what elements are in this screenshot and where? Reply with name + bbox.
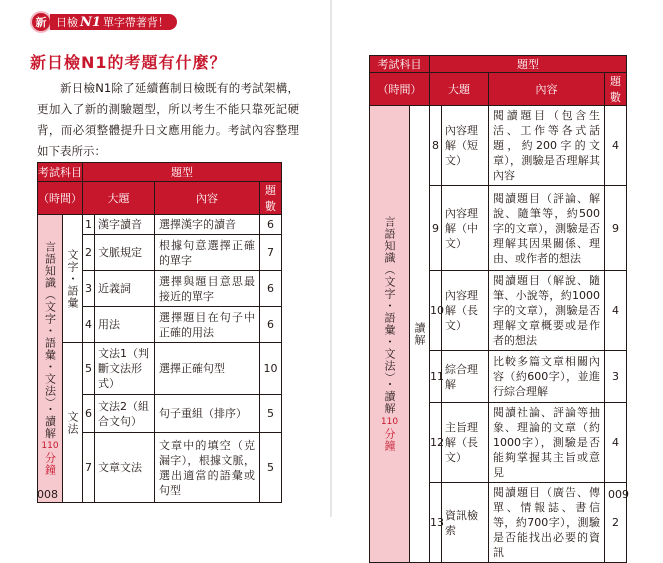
header-label-pre: 日檢 (56, 16, 78, 29)
row-item: 文脈規定 (95, 235, 155, 271)
row-item: 內容理解（中文） (442, 186, 489, 271)
row-item: 文法1（判斷文法形式） (95, 343, 155, 395)
header-strip (50, 14, 177, 30)
row-count: 4 (605, 106, 627, 186)
major-item-header: 大題 (83, 182, 155, 215)
content-header: 內容 (489, 73, 605, 106)
subject-header: 考試科目 (370, 56, 430, 73)
book-header (30, 10, 177, 34)
row-item: 文法2（組合文句） (95, 395, 155, 433)
major-item-header: 大題 (430, 73, 489, 106)
row-item: 綜合理解 (442, 351, 489, 403)
row-number: 4 (83, 307, 95, 343)
group-label-vocab: 文字・語彙 (66, 248, 79, 309)
row-content: 文章中的填空（克漏字），根據文脈，選出適當的語彙或句型 (155, 433, 260, 503)
row-number: 5 (83, 343, 95, 395)
row-number: 3 (83, 271, 95, 307)
row-content: 選擇正確句型 (155, 343, 260, 395)
subject-vertical: 言語知識（文字・語彙・文法）・讀解 (43, 240, 57, 440)
row-item: 內容理解（長文） (442, 271, 489, 351)
row-count: 5 (260, 433, 282, 503)
row-count: 6 (260, 271, 282, 307)
time-number: 110 (380, 416, 399, 427)
content-header: 內容 (155, 182, 260, 215)
right-page (332, 0, 663, 559)
row-content: 選擇題目在句子中正確的用法 (155, 307, 260, 343)
row-item: 內容理解（短文） (442, 106, 489, 186)
row-item: 文章文法 (95, 433, 155, 503)
row-item: 漢字讀音 (95, 215, 155, 235)
question-type-header: 題型 (83, 163, 282, 182)
subject-header: 考試科目 (38, 163, 83, 182)
row-item: 用法 (95, 307, 155, 343)
group-label-grammar: 文法 (66, 410, 79, 435)
row-count: 4 (605, 271, 627, 351)
subject-vertical: 言語知識（文字・語彙・文法）・讀解 (383, 216, 396, 415)
page-heading: 新日檢N1的考題有什麼？ (30, 53, 227, 72)
header-label-n1: N1 (80, 14, 101, 30)
right-exam-table (369, 55, 627, 563)
row-number: 13 (430, 483, 442, 563)
time-header: （時間） (38, 182, 83, 215)
subject-cell (370, 106, 410, 563)
row-content: 閱讀題目（解說、隨筆、小說等，約1000字的文章），測驗是否理解文章概要或是作者的想法 (489, 271, 605, 351)
row-item: 近義詞 (95, 271, 155, 307)
page-number-left: 008 (37, 488, 58, 501)
time-number: 110 (41, 441, 59, 452)
row-number: 7 (83, 433, 95, 503)
row-count: 5 (260, 395, 282, 433)
group-cell-grammar (63, 343, 83, 503)
count-header: 題數 (605, 73, 627, 106)
intro-paragraph: 新日檢N1除了延續舊制日檢既有的考試架構，更加入了新的測驗題型，所以考生不能只靠死記硬背，而必須整體提升日文應用能力。考試內容整理如下表所示： (37, 81, 299, 158)
count-header: 題數 (260, 182, 282, 215)
row-item: 資訊檢索 (442, 483, 489, 563)
row-content: 根據句意選擇正確的單字 (155, 235, 260, 271)
subject-cell (38, 215, 63, 503)
header-badge: 新 (30, 11, 52, 33)
group-label-reading: 讀解 (413, 322, 426, 346)
row-number: 11 (430, 351, 442, 403)
header-label-post: 單字帶著背！ (102, 16, 169, 29)
row-content: 比較多篇文章相關內容（約600字），並進行綜合理解 (489, 351, 605, 403)
row-count: 9 (605, 186, 627, 271)
row-count: 2 (605, 483, 627, 563)
row-count: 6 (260, 307, 282, 343)
left-page (0, 0, 331, 517)
question-type-header: 題型 (430, 56, 627, 73)
row-item: 主旨理解（長文） (442, 403, 489, 483)
time-header: （時間） (370, 73, 430, 106)
page-number-right: 009 (608, 488, 629, 501)
time-unit: 分鐘 (383, 427, 396, 452)
row-number: 2 (83, 235, 95, 271)
group-cell-vocab (63, 215, 83, 343)
time-unit: 分鐘 (43, 452, 57, 477)
row-content: 選擇與題目意思最接近的單字 (155, 271, 260, 307)
row-count: 6 (260, 215, 282, 235)
row-count: 10 (260, 343, 282, 395)
row-count: 4 (605, 403, 627, 483)
row-number: 12 (430, 403, 442, 483)
row-number: 6 (83, 395, 95, 433)
row-count: 7 (260, 235, 282, 271)
row-number: 1 (83, 215, 95, 235)
row-number: 9 (430, 186, 442, 271)
row-content: 閱讀社論、評論等抽象、理論的文章（約1000字），測驗是否能夠掌握其主旨或意見 (489, 403, 605, 483)
row-count: 3 (605, 351, 627, 403)
row-number: 8 (430, 106, 442, 186)
row-number: 10 (430, 271, 442, 351)
row-content: 閱讀題目（評論、解說、隨筆等，約500字的文章），測驗是否理解其因果關係、理由、或作者的想法 (489, 186, 605, 271)
left-exam-table (37, 162, 282, 503)
group-cell-reading (410, 106, 430, 563)
row-content: 閱讀題目（包含生活、工作等各式話題，約200字的文章），測驗是否理解其內容 (489, 106, 605, 186)
row-content: 選擇漢字的讀音 (155, 215, 260, 235)
row-content: 閱讀題目（廣告、傳單、情報誌、書信等，約700字），測驗是否能找出必要的資訊 (489, 483, 605, 563)
row-content: 句子重組（排序） (155, 395, 260, 433)
